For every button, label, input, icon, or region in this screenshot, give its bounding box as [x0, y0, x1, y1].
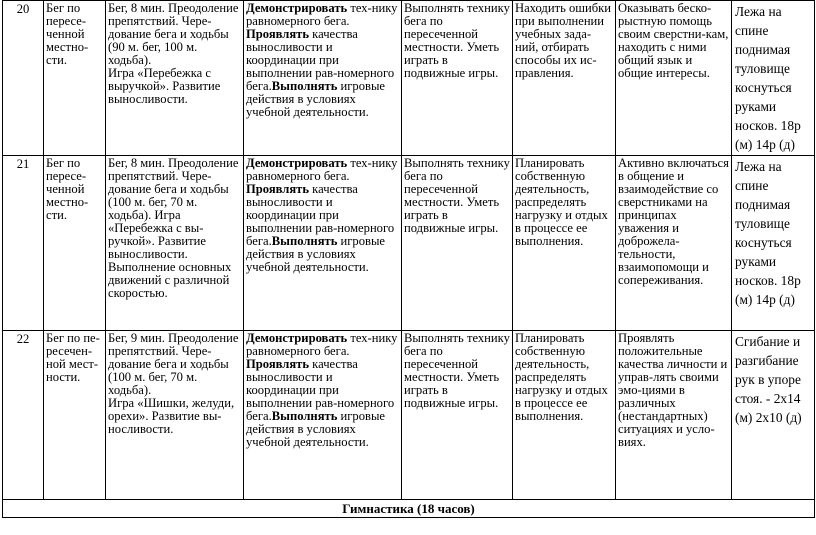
content-paragraph: Бег, 8 мин. Преодоление препятствий. Чере-дование бега и ходьбы (90 м. бег, 100 м. ходьба).: [108, 1, 239, 67]
control-exercise: Сгибание и разгибание рук в упоре стоя. - 2х14 (м) 2х10 (д): [732, 331, 815, 500]
subject-results: Выполнять технику бега по пересеченной местности. Уметь играть в подвижные игры.: [402, 156, 513, 331]
content-paragraph: Игра «Шишки, желуди, орехи». Развитие вы-носливости.: [108, 396, 235, 436]
activity-text: игровые действия в условиях учебной деятельности.: [246, 234, 386, 274]
personal-results: Проявлять положительные качества личности и управ-лять своими эмо-циями в различных (нестандартных) ситуациях и усло-виях.: [616, 331, 732, 500]
control-exercise: Лежа на спине поднимая туловище коснуться руками носков. 18р (м) 14р (д): [732, 156, 815, 331]
content-paragraph: Бег, 8 мин. Преодоление препятствий. Чере-дование бега и ходьбы (100 м. бег, 70 м. ходьба). Игра «Перебежка с вы-ручкой». Развитие выносливости. Выполнение основных движений с различной скоростью.: [108, 156, 239, 300]
activity-verb: Демонстрировать: [246, 1, 348, 15]
subject-results: Выполнять технику бега по пересеченной местности. Уметь играть в подвижные игры.: [402, 331, 513, 500]
content-paragraph: Бег, 9 мин. Преодоление препятствий. Чере-дование бега и ходьбы (100 м. бег, 70 м. ходьба).: [108, 331, 239, 397]
control-exercise: Лежа на спине поднимая туловище коснуться руками носков. 18р (м) 14р (д): [732, 1, 815, 156]
activity-description: [244, 331, 402, 500]
table-row: [3, 331, 815, 500]
activity-verb: Выполнять: [271, 234, 338, 248]
activity-verb: Демонстрировать: [246, 331, 348, 345]
lesson-topic: Бег по пересе-ченной местно-сти.: [44, 1, 106, 156]
lesson-content: [106, 1, 244, 156]
activity-verb: Демонстрировать: [246, 156, 348, 170]
activity-text: игровые действия в условиях учебной деятельности.: [246, 409, 386, 449]
activity-description: [244, 156, 402, 331]
activity-description: [244, 1, 402, 156]
metasubject-results: Планировать собственную деятельность, распределять нагрузку и отдых в процессе ее выполнения.: [513, 156, 616, 331]
personal-results: Активно включаться в общение и взаимодействие со сверстниками на принципах уважения и доброжела-тельности, взаимопомощи и сопереживания.: [616, 156, 732, 331]
activity-text: качества выносливости и координации при выполнении рав-номерного бега.: [246, 357, 395, 423]
activity-text: качества выносливости и координации при выполнении рав-номерного бега.: [246, 182, 395, 248]
activity-verb: Выполнять: [271, 409, 338, 423]
section-title: Гимнастика (18 часов): [3, 500, 815, 518]
lesson-plan-table: [2, 0, 815, 518]
lesson-number: 21: [3, 156, 44, 331]
lesson-number: 20: [3, 1, 44, 156]
section-header-row: [3, 500, 815, 518]
activity-verb: Проявлять: [246, 27, 310, 41]
activity-verb: Выполнять: [271, 79, 338, 93]
lesson-topic: Бег по пе-ресечен-ной мест-ности.: [44, 331, 106, 500]
lesson-number: 22: [3, 331, 44, 500]
table-row: [3, 1, 815, 156]
activity-verb: Проявлять: [246, 182, 310, 196]
metasubject-results: Находить ошибки при выполнении учебных зада-ний, отбирать способы их ис-правления.: [513, 1, 616, 156]
lesson-content: [106, 331, 244, 500]
activity-text: тех-нику равномерного бега.: [246, 1, 398, 28]
lesson-content: [106, 156, 244, 331]
activity-text: тех-нику равномерного бега.: [246, 331, 398, 358]
activity-verb: Проявлять: [246, 357, 310, 371]
lesson-topic: Бег по пересе-ченной местно-сти.: [44, 156, 106, 331]
activity-text: тех-нику равномерного бега.: [246, 156, 398, 183]
content-paragraph: Игра «Перебежка с выручкой». Развитие выносливости.: [108, 66, 221, 106]
metasubject-results: Планировать собственную деятельность, распределять нагрузку и отдых в процессе ее выполнения.: [513, 331, 616, 500]
activity-text: качества выносливости и координации при выполнении рав-номерного бега.: [246, 27, 395, 93]
table-row: [3, 156, 815, 331]
personal-results: Оказывать беско-рыстную помощь своим сверстни-кам, находить с ними общий язык и общие интересы.: [616, 1, 732, 156]
subject-results: Выполнять технику бега по пересеченной местности. Уметь играть в подвижные игры.: [402, 1, 513, 156]
activity-text: игровые действия в условиях учебной деятельности.: [246, 79, 386, 119]
